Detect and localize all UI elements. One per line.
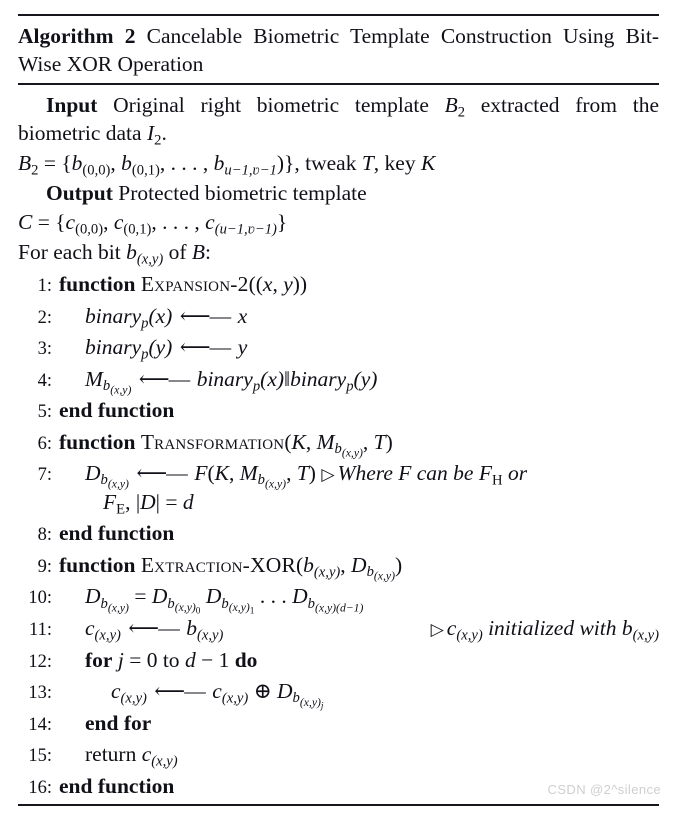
keyword-do: do [234,647,258,672]
step-line [18,710,659,738]
line-number: 16: [28,777,52,798]
output-label: Output [46,180,113,205]
keyword-for: for [85,647,113,672]
step-line [18,615,659,643]
step-body: binary$_p$(x) ⟵— x [85,303,248,332]
line-number: 14: [28,714,52,735]
step-line [18,366,659,397]
step-line [18,552,659,583]
line-number: 3: [37,339,52,360]
keyword-end-for: end for [85,710,152,735]
keyword-end-function: end function [59,773,175,798]
keyword-return: return [85,742,137,767]
line-number: 4: [37,370,52,391]
step-line [18,303,659,331]
algorithm-title [18,16,659,83]
line-number: 11: [29,620,52,641]
step-body: return $c_{(x,y)}$ [85,742,178,770]
input-description: Original right biometric template $B_2$ extracted from the biometric data $I_2$. [18,92,659,149]
line-number: 5: [37,402,52,423]
step-body: for j = 0 to d − 1 do [85,647,258,672]
step-body: $D_{b_{(x,y)}}$ ⟵— F(K, $M_{b_{(x,y)}}$, T) ▷ Where F can be $F_H$ or $F_E$, |D| = d [59,460,659,517]
step-body [59,397,659,425]
line-number: 10: [28,588,52,609]
output-line [18,179,659,208]
step-comment: ▷ $c_{(x,y)}$ initialized with $b_{(x,y)}$ [430,616,659,644]
keyword-function: function [59,272,136,297]
line-number: 2: [37,307,52,328]
step-body: binary$_p$(y) ⟵— y [85,335,248,363]
line-number: 1: [37,276,52,297]
input-label: Input [46,92,98,117]
algorithm-title-text: Cancelable Biometric Template Construction Using Bit-Wise XOR Operation [18,24,660,76]
line-number: 7: [37,465,52,486]
algorithm-keyword: Algorithm [18,24,114,48]
line-number: 9: [37,556,52,577]
input-line [18,91,659,148]
function-name-extraction: Extraction-XOR [140,552,296,577]
line-number: 13: [28,682,52,703]
step-body [59,710,659,738]
step-line [18,460,659,517]
function-name-transformation: Transformation [140,429,285,454]
watermark: CSDN @2^silence [547,782,661,797]
step-comment: ▷ Where F can be $F_H$ or [321,461,528,489]
step-line [18,678,659,712]
step-line [18,429,659,460]
step-line [18,520,659,548]
step-line [18,397,659,425]
algorithm-number: 2 [124,24,136,48]
step-body: $c_{(x,y)}$ ⟵— $c_{(x,y)}$ ⊕ $D_{b_{(x,y)_j}}$ [111,678,324,712]
step-line [18,583,659,617]
line-number: 12: [28,651,52,672]
input-set-line: $B_2 = \{b_{(0,0)}$, $b_{(0,1)}$, . . . , $b_{u-1,ʋ-1}$)}, tweak T, key K [18,151,436,179]
keyword-function: function [59,552,136,577]
keyword-function: function [59,429,136,454]
line-number: 6: [37,433,52,454]
step-continuation: $F_E$, |D| = d [103,490,194,518]
step-body: $M_{b_{(x,y)}}$ ⟵— binary$_p$(x)‖binary$_p$(y) [85,366,378,397]
output-description: Protected biometric template [118,180,367,205]
algorithm-block [18,14,659,806]
steps-list [18,271,659,800]
step-line [18,741,659,769]
step-body: function Transformation(K, $M_{b_{(x,y)}}$, T) [59,429,393,460]
step-body: $c_{(x,y)}$ ⟵— $b_{(x,y)}$ ▷ $c_{(x,y)}$ initialized with $b_{(x,y)}$ [85,616,659,644]
step-body [59,520,659,548]
keyword-end-function: end function [59,398,175,423]
step-line [18,271,659,299]
step-body: function Expansion-2((x, y)) [59,272,308,297]
preamble-section [18,85,659,267]
step-body: $D_{b_{(x,y)}} = D_{b_{(x,y)_0}}$ $D_{b_{(x,y)_1}}$ . . . $D_{b_{(x,y)(d-1)}}$ [85,584,364,617]
line-number: 15: [28,746,52,767]
bottom-rule [18,804,659,806]
keyword-to: to [162,647,180,672]
step-line [18,647,659,675]
step-line [18,334,659,362]
step-body: function Extraction-$XOR(b_{(x,y)}$, $D_{b_{(x,y)}}$) [59,552,403,583]
foreach-line: For each bit $b_{(x,y)}$ of B: [18,239,211,268]
line-number: 8: [37,525,52,546]
function-name-expansion: Expansion-2 [140,272,249,297]
output-set-line: $C = \{c_{(0,0)}$, $c_{(0,1)}$, . . . , $c_{(u-1,ʋ-1)}$} [18,210,288,238]
keyword-end-function: end function [59,521,175,546]
